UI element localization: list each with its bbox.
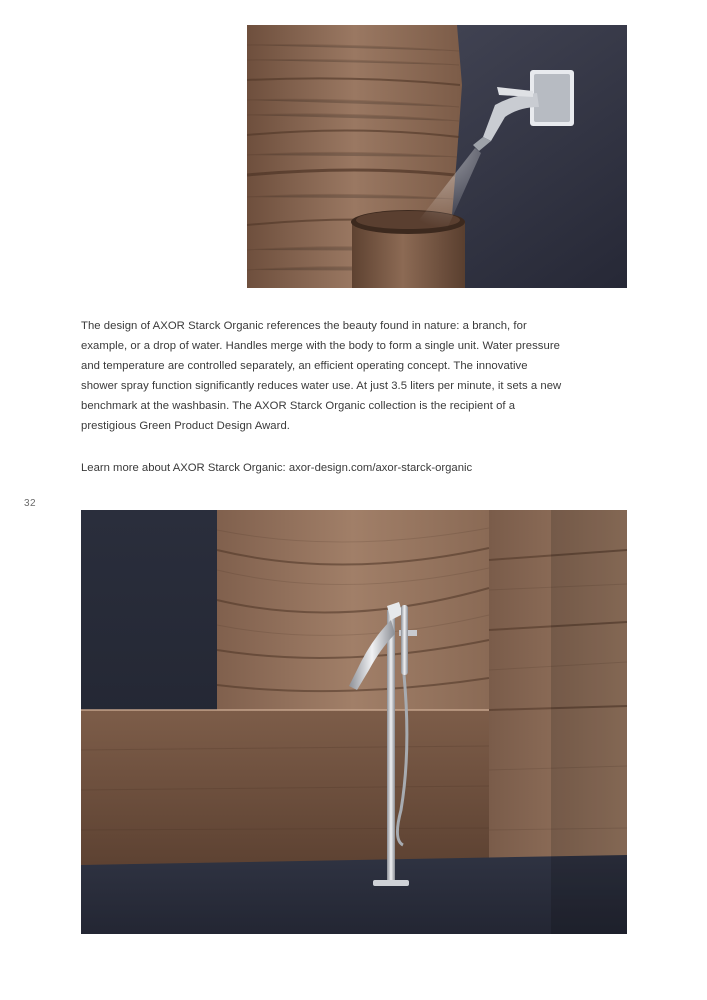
freestanding-bath-mixer-photo [81, 510, 627, 934]
description-line: shower spray function significantly reduces water use. At just 3.5 liters per minute, it sets a new [81, 380, 562, 392]
description-line: The design of AXOR Starck Organic references the beauty found in nature: a branch, for [81, 320, 527, 332]
description-paragraph [81, 316, 581, 436]
description-line: prestigious Green Product Design Award. [81, 420, 290, 432]
page-number: 32 [24, 498, 37, 509]
description-line: and temperature are controlled separately, an efficient operating concept. The innovative [81, 360, 528, 372]
description-line: example, or a drop of water. Handles merge with the body to form a single unit. Water pressure [81, 340, 560, 352]
description-line: benchmark at the washbasin. The AXOR Starck Organic collection is the recipient of a [81, 400, 516, 412]
faucet-photo-illustration [247, 25, 627, 288]
bath-mixer-photo-illustration [81, 510, 627, 934]
wall-mounted-faucet-photo [247, 25, 627, 288]
learn-more-link[interactable]: Learn more about AXOR Starck Organic: axor-design.com/axor-starck-organic [81, 462, 473, 474]
